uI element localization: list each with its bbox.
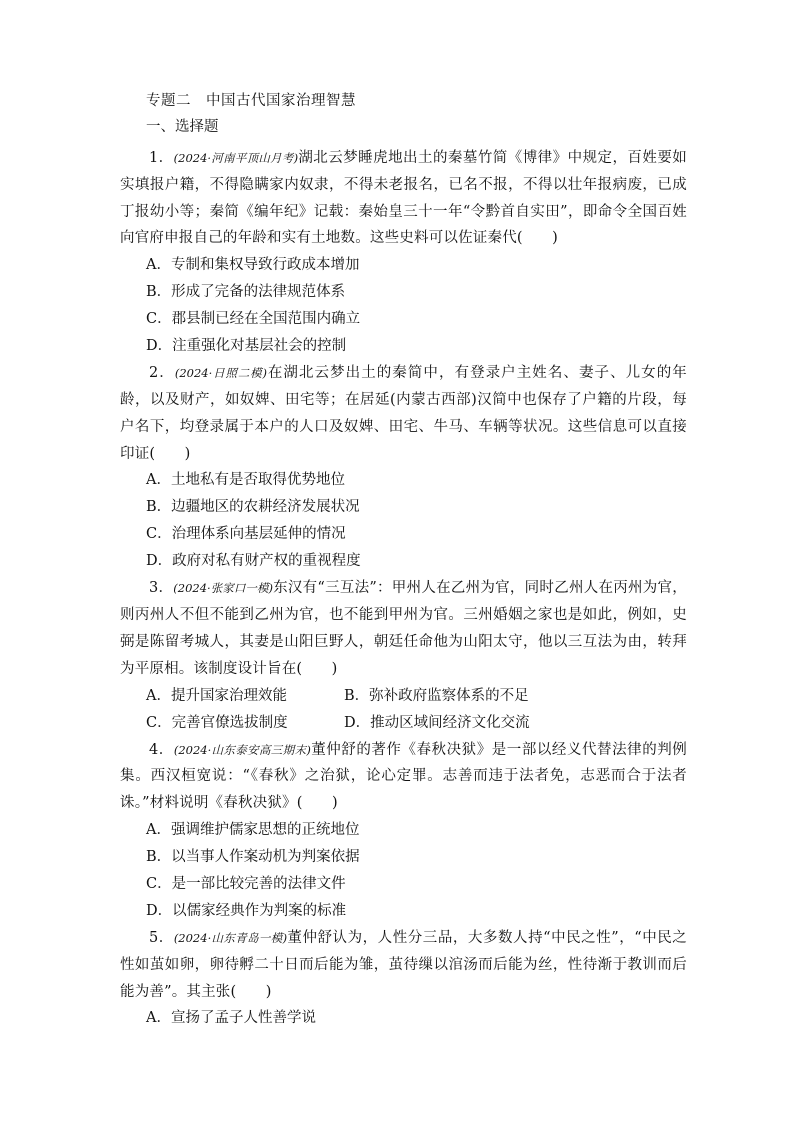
question-2-stem: [120, 360, 687, 467]
option-c: C．是一部比较完善的法律文件: [146, 875, 346, 892]
question-source: (2024·山东青岛一模): [173, 930, 288, 945]
question-text: 董仲舒认为，人性分三品，大多数人持“中民之性”，“中民之性如茧如卵，卵待孵二十日而后能为雏，茧待缫以涫汤而后能为丝，性待渐于教训而后能为善”。其主张( ): [120, 929, 687, 1000]
option-a: A．提升国家治理效能: [146, 687, 287, 704]
option-b: B．以当事人作案动机为判案依据: [146, 848, 360, 865]
option-c: C．治理体系向基层延伸的情况: [146, 526, 346, 543]
question-number: 3．: [149, 580, 174, 597]
document-page: [120, 92, 687, 1032]
option-b: B．边疆地区的农耕经济发展状况: [146, 499, 360, 516]
question-source: (2024·山东泰安高三期末): [173, 742, 311, 757]
option-d: D．政府对私有财产权的重视程度: [146, 553, 361, 570]
option-d: D．以儒家经典作为判案的标准: [146, 902, 347, 919]
options-row: [146, 710, 687, 737]
question-5-stem: [120, 925, 687, 1005]
option-b: B．弥补政府监察体系的不足: [344, 687, 529, 704]
question-text: 董仲舒的著作《春秋决狱》是一部以经义代替法律的判例集。西汉桓宽说：“《春秋》之治狱，论心定罪。志善而违于法者免，志恶而合于法者诛。”材料说明《春秋决狱》( ): [120, 741, 687, 812]
question-text: 湖北云梦睡虎地出土的秦墓竹简《博律》中规定，百姓要如实填报户籍，不得隐瞒家内奴隶，不得未老报名，已名不报，不得以壮年报病废，已成丁报幼小等；秦简《编年纪》记载：秦始皇三十一年“令黔首自实田”，即命令全国百姓向官府申报自己的年龄和实有土地数。这些史料可以佐证秦代( ): [120, 150, 687, 247]
question-number: 1．: [149, 150, 174, 166]
question-text: 东汉有“三互法”：甲州人在乙州为官，同时乙州人在丙州为官，则丙州人不但不能到乙州为官，也不能到甲州为官。三州婚姻之家也是如此，例如，史弼是陈留考城人，其妻是山阳巨野人，朝廷任命他为山阳太守，他以三互法为由，转拜为平原相。该制度设计旨在( ): [120, 580, 687, 677]
question-1-stem: [120, 145, 687, 252]
option-c: C．完善官僚选拔制度: [146, 714, 288, 731]
option-a: A．强调维护儒家思想的正统地位: [146, 821, 360, 838]
option-a: A．专制和集权导致行政成本增加: [146, 257, 360, 274]
question-text: 在湖北云梦出土的秦简中，有登录户主姓名、妻子、儿女的年龄，以及财产，如奴婢、田宅等；在居延(内蒙古西部)汉简中也保存了户籍的片段，每户名下，均登录属于本户的人口及奴婢、田宅、牛马、车辆等状况。这些信息可以直接印证( ): [120, 365, 687, 462]
question-4-stem: [120, 737, 687, 817]
question-source: (2024·日照二模): [174, 366, 268, 381]
question-source: (2024·河南平顶山月考): [173, 151, 299, 165]
option-d: D．注重强化对基层社会的控制: [146, 338, 347, 355]
question-3-stem: [120, 575, 687, 682]
options-row: [146, 683, 687, 710]
option-d: D．推动区域间经济文化交流: [344, 714, 530, 731]
question-number: 4．: [149, 741, 174, 758]
page-title: 专题二 中国古代国家治理智慧: [146, 93, 356, 109]
option-c: C．郡县制已经在全国范围内确立: [146, 311, 361, 328]
section-heading: 一、选择题: [146, 119, 219, 135]
question-number: 2．: [149, 365, 175, 382]
question-source: (2024·张家口一模): [173, 581, 274, 596]
option-b: B．形成了完备的法律规范体系: [146, 284, 346, 301]
option-a: A．宣扬了孟子人性善学说: [146, 1010, 316, 1027]
option-a: A．土地私有是否取得优势地位: [146, 472, 345, 489]
question-number: 5．: [149, 929, 174, 946]
